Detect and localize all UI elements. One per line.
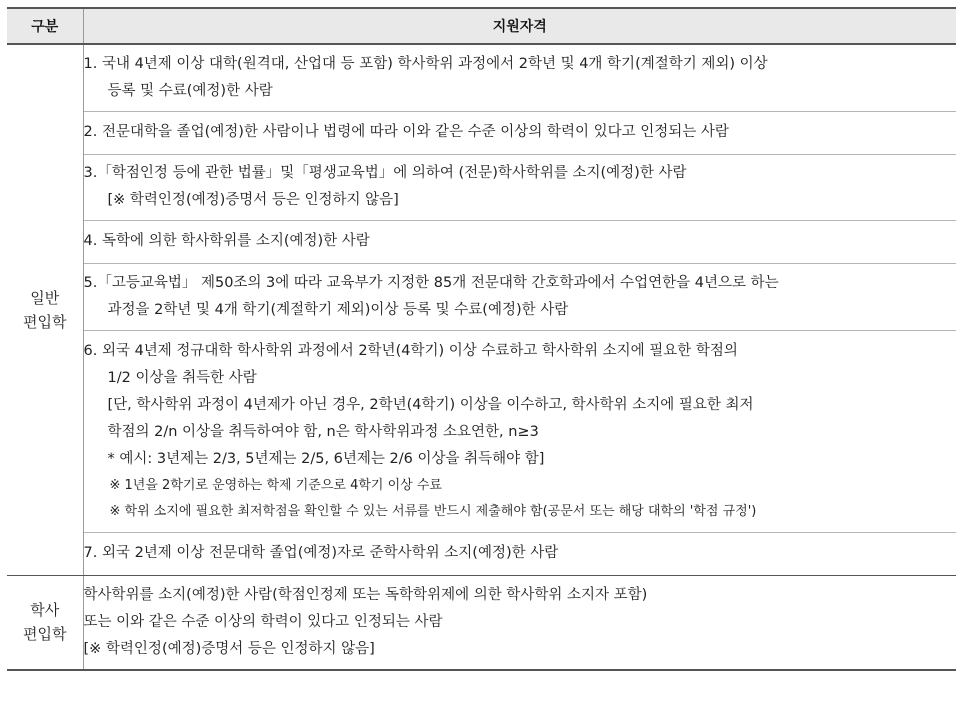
item-text: [※ 학력인정(예정)증명서 등은 인정하지 않음] <box>107 192 399 208</box>
qualification-bachelor <box>83 575 956 670</box>
item-text: 2. 전문대학을 졸업(예정)한 사람이나 법령에 따라 이와 같은 수준 이상의 학력이 있다고 인정되는 사람 <box>83 124 729 140</box>
item-text: 학점의 2/n 이상을 취득하여야 함, n은 학사학위과정 소요연한, n≥3 <box>107 423 539 440</box>
table-row <box>7 154 956 220</box>
category-bachelor-line1: 학사 <box>30 601 60 620</box>
header-qualification: 지원자격 <box>83 8 956 44</box>
table-row <box>7 532 956 575</box>
table-row <box>7 263 956 330</box>
category-general <box>7 44 83 575</box>
item-text: 3.「학점인정 등에 관한 법률」및「평생교육법」에 의하여 (전문)학사학위를 소지(예정)한 사람 <box>83 165 687 181</box>
qualification-item-5 <box>83 263 956 330</box>
item-text: 4. 독학에 의한 학사학위를 소지(예정)한 사람 <box>83 233 370 249</box>
table-row <box>7 111 956 154</box>
qualification-item-6 <box>83 330 956 532</box>
item-note: ※ 학위 소지에 필요한 최저학점을 확인할 수 있는 서류를 반드시 제출해야 함(공문서 또는 해당 대학의 '학점 규정') <box>109 503 757 519</box>
item-text: 또는 이와 같은 수준 이상의 학력이 있다고 인정되는 사람 <box>83 613 443 630</box>
item-text: 1. 국내 4년제 이상 대학(원격대, 산업대 등 포함) 학사학위 과정에서 2학년 및 4개 학기(계절학기 제외) 이상 <box>83 55 768 72</box>
item-text: 등록 및 수료(예정)한 사람 <box>107 82 273 99</box>
qualification-table <box>7 7 956 671</box>
category-bachelor-line2: 편입학 <box>23 625 67 644</box>
item-text: * 예시: 3년제는 2/3, 5년제는 2/5, 6년제는 2/6 이상을 취득해야 함] <box>107 450 545 467</box>
qualification-item-7 <box>83 532 956 575</box>
category-general-line1: 일반 <box>30 288 60 307</box>
category-bachelor <box>7 575 83 670</box>
qualification-item-4 <box>83 220 956 263</box>
item-text: [※ 학력인정(예정)증명서 등은 인정하지 않음] <box>83 640 375 657</box>
qualification-item-2 <box>83 111 956 154</box>
header-category: 구분 <box>7 8 83 44</box>
item-text: [단, 학사학위 과정이 4년제가 아닌 경우, 2학년(4학기) 이상을 이수하고, 학사학위 소지에 필요한 최저 <box>107 396 754 413</box>
item-text: 과정을 2학년 및 4개 학기(계절학기 제외)이상 등록 및 수료(예정)한 사람 <box>107 301 569 318</box>
table-row <box>7 575 956 670</box>
item-text: 1/2 이상을 취득한 사람 <box>107 369 257 386</box>
table-row <box>7 220 956 263</box>
item-text: 학사학위를 소지(예정)한 사람(학점인정제 또는 독학학위제에 의한 학사학위 소지자 포함) <box>83 586 648 603</box>
item-text: 6. 외국 4년제 정규대학 학사학위 과정에서 2학년(4학기) 이상 수료하고 학사학위 소지에 필요한 학점의 <box>83 342 738 359</box>
qualification-item-3 <box>83 154 956 220</box>
item-note: ※ 1년을 2학기로 운영하는 학제 기준으로 4학기 이상 수료 <box>109 477 442 493</box>
table-header-row <box>7 8 956 44</box>
item-text: 7. 외국 2년제 이상 전문대학 졸업(예정)자로 준학사학위 소지(예정)한 사람 <box>83 545 559 561</box>
table-row <box>7 44 956 111</box>
item-text: 5.「고등교육법」 제50조의 3에 따라 교육부가 지정한 85개 전문대학 간호학과에서 수업연한을 4년으로 하는 <box>83 274 779 291</box>
qualification-item-1 <box>83 44 956 111</box>
category-general-line2: 편입학 <box>23 312 67 331</box>
table-row <box>7 330 956 532</box>
